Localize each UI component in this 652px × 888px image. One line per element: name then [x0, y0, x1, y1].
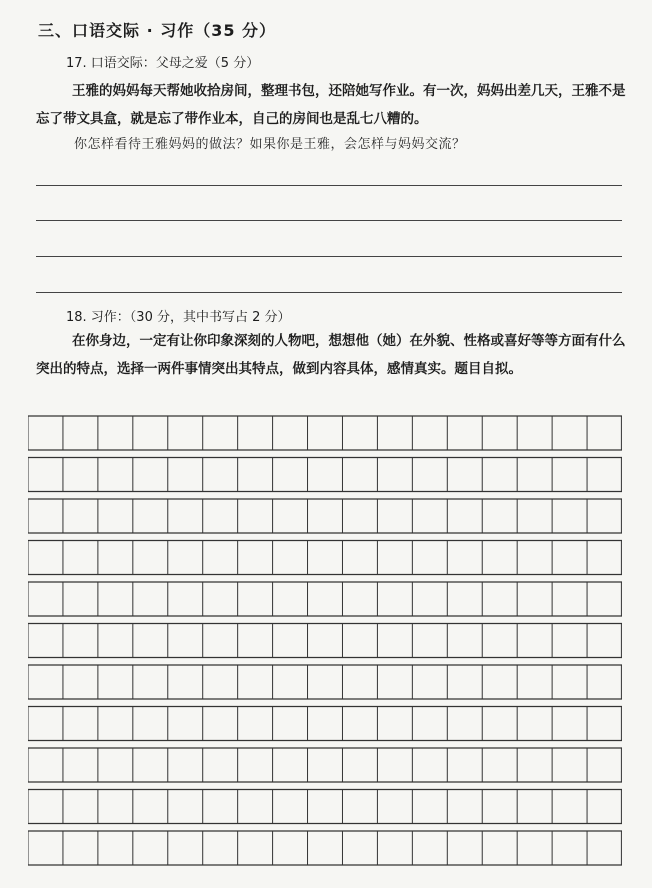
answer-line-3[interactable]: [36, 256, 622, 257]
q17-title: 17. 口语交际：父母之爱（5 分）: [66, 56, 260, 71]
answer-line-1[interactable]: [36, 185, 622, 186]
q18-instructions: 在你身边，一定有让你印象深刻的人物吧，想想他（她）在外貌、性格或喜好等等方面有什么突出的特点，选择一两件事情突出其特点，做到内容具体，感情真实。题目自拟。: [36, 333, 626, 377]
composition-grid-lines: [28, 412, 622, 872]
section-title: 三、口语交际 · 习作（35 分）: [38, 21, 277, 40]
answer-line-4[interactable]: [36, 292, 622, 293]
q17-prompt: 你怎样看待王雅妈妈的做法？如果你是王雅，会怎样与妈妈交流？: [74, 137, 466, 152]
q17-passage: 王雅的妈妈每天帮她收拾房间，整理书包，还陪她写作业。有一次，妈妈出差几天，王雅不是忘了带文具盒，就是忘了带作业本，自己的房间也是乱七八糟的。: [36, 83, 626, 127]
q18-title: 18. 习作：（30 分，其中书写占 2 分）: [66, 310, 291, 325]
answer-line-2[interactable]: [36, 220, 622, 221]
composition-grid[interactable]: [28, 412, 622, 872]
